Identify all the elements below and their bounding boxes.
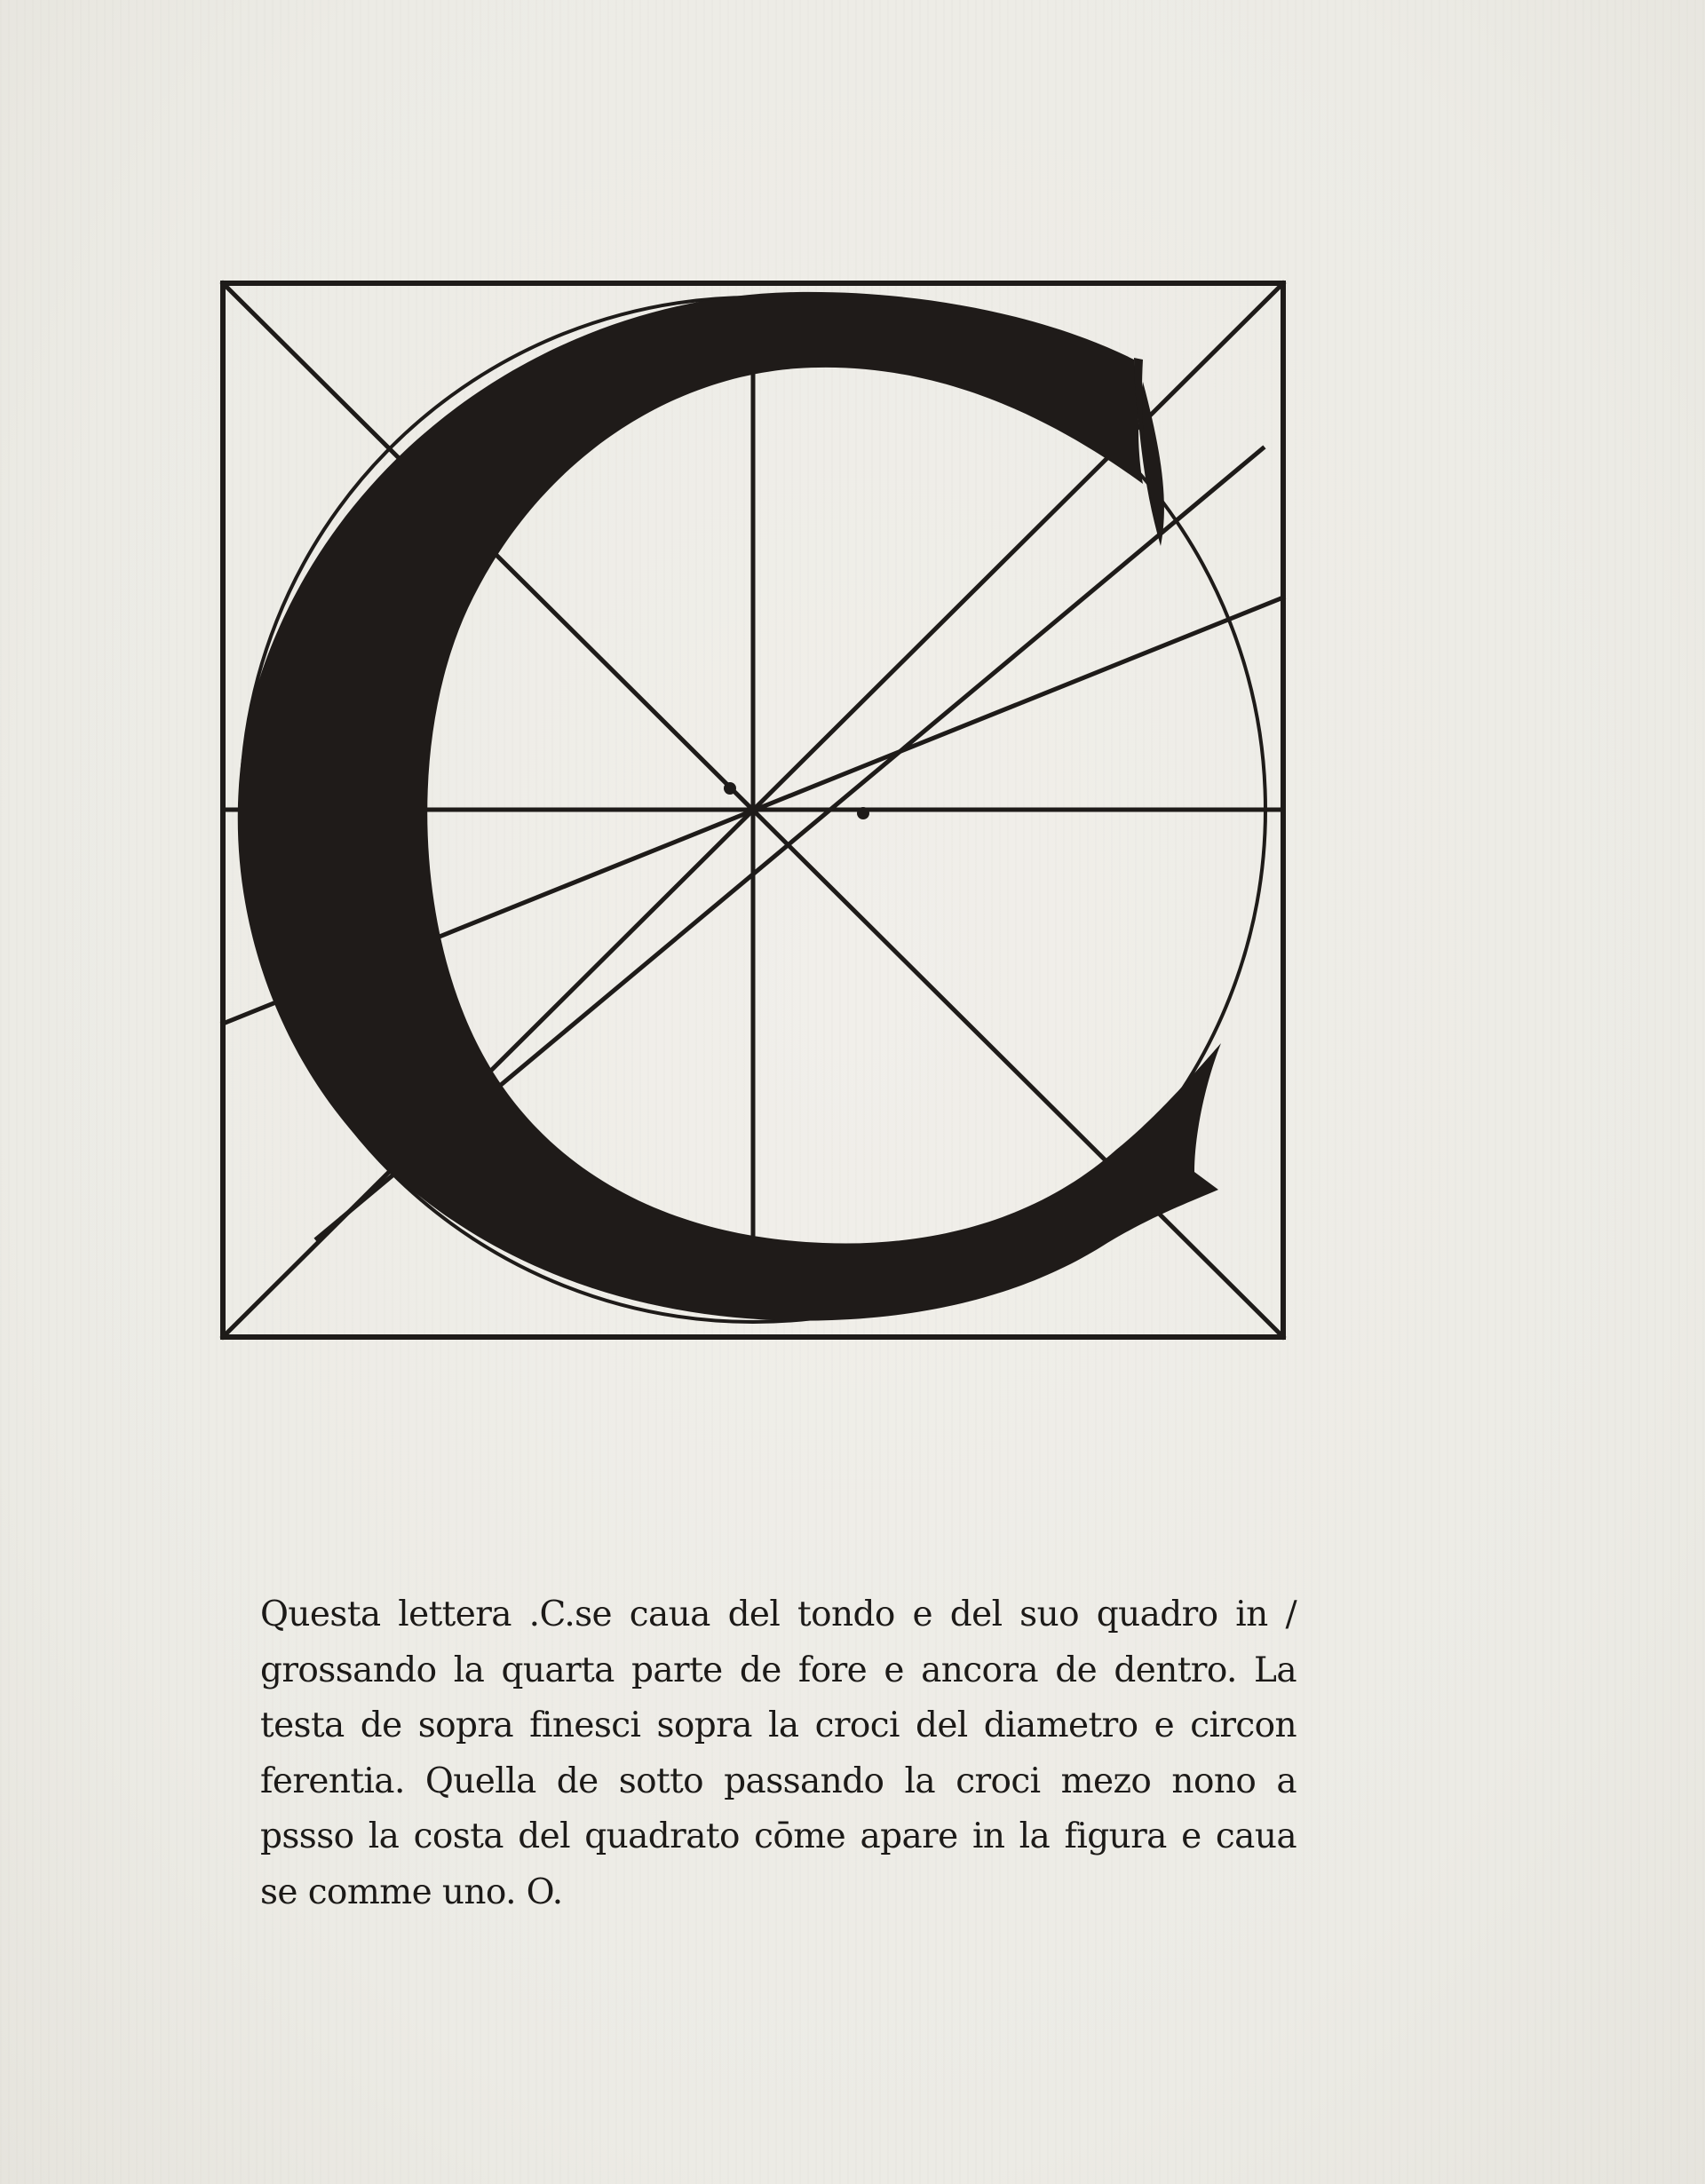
center-dot <box>724 782 736 795</box>
text-line: pssso la costa del quadrato cōme apare in la figura e caua <box>260 1816 1297 1856</box>
text-line: testa de sopra finesci sopra la croci del diametro e circon <box>260 1705 1297 1745</box>
woodcut-diagram <box>219 280 1287 1341</box>
text-line: Questa lettera .C.se caua del tondo e del suo quadro in / <box>260 1594 1297 1634</box>
letter-c-construction-figure <box>219 280 1287 1341</box>
description-paragraph <box>260 1587 1308 1920</box>
text-line: grossando la quarta parte de fore e ancora de dentro. La <box>260 1650 1297 1690</box>
center-dot <box>857 807 869 819</box>
text-line: ferentia. Quella de sotto passando la croci mezo nono a <box>260 1761 1297 1801</box>
text-line: se comme uno. O. <box>260 1871 563 1912</box>
